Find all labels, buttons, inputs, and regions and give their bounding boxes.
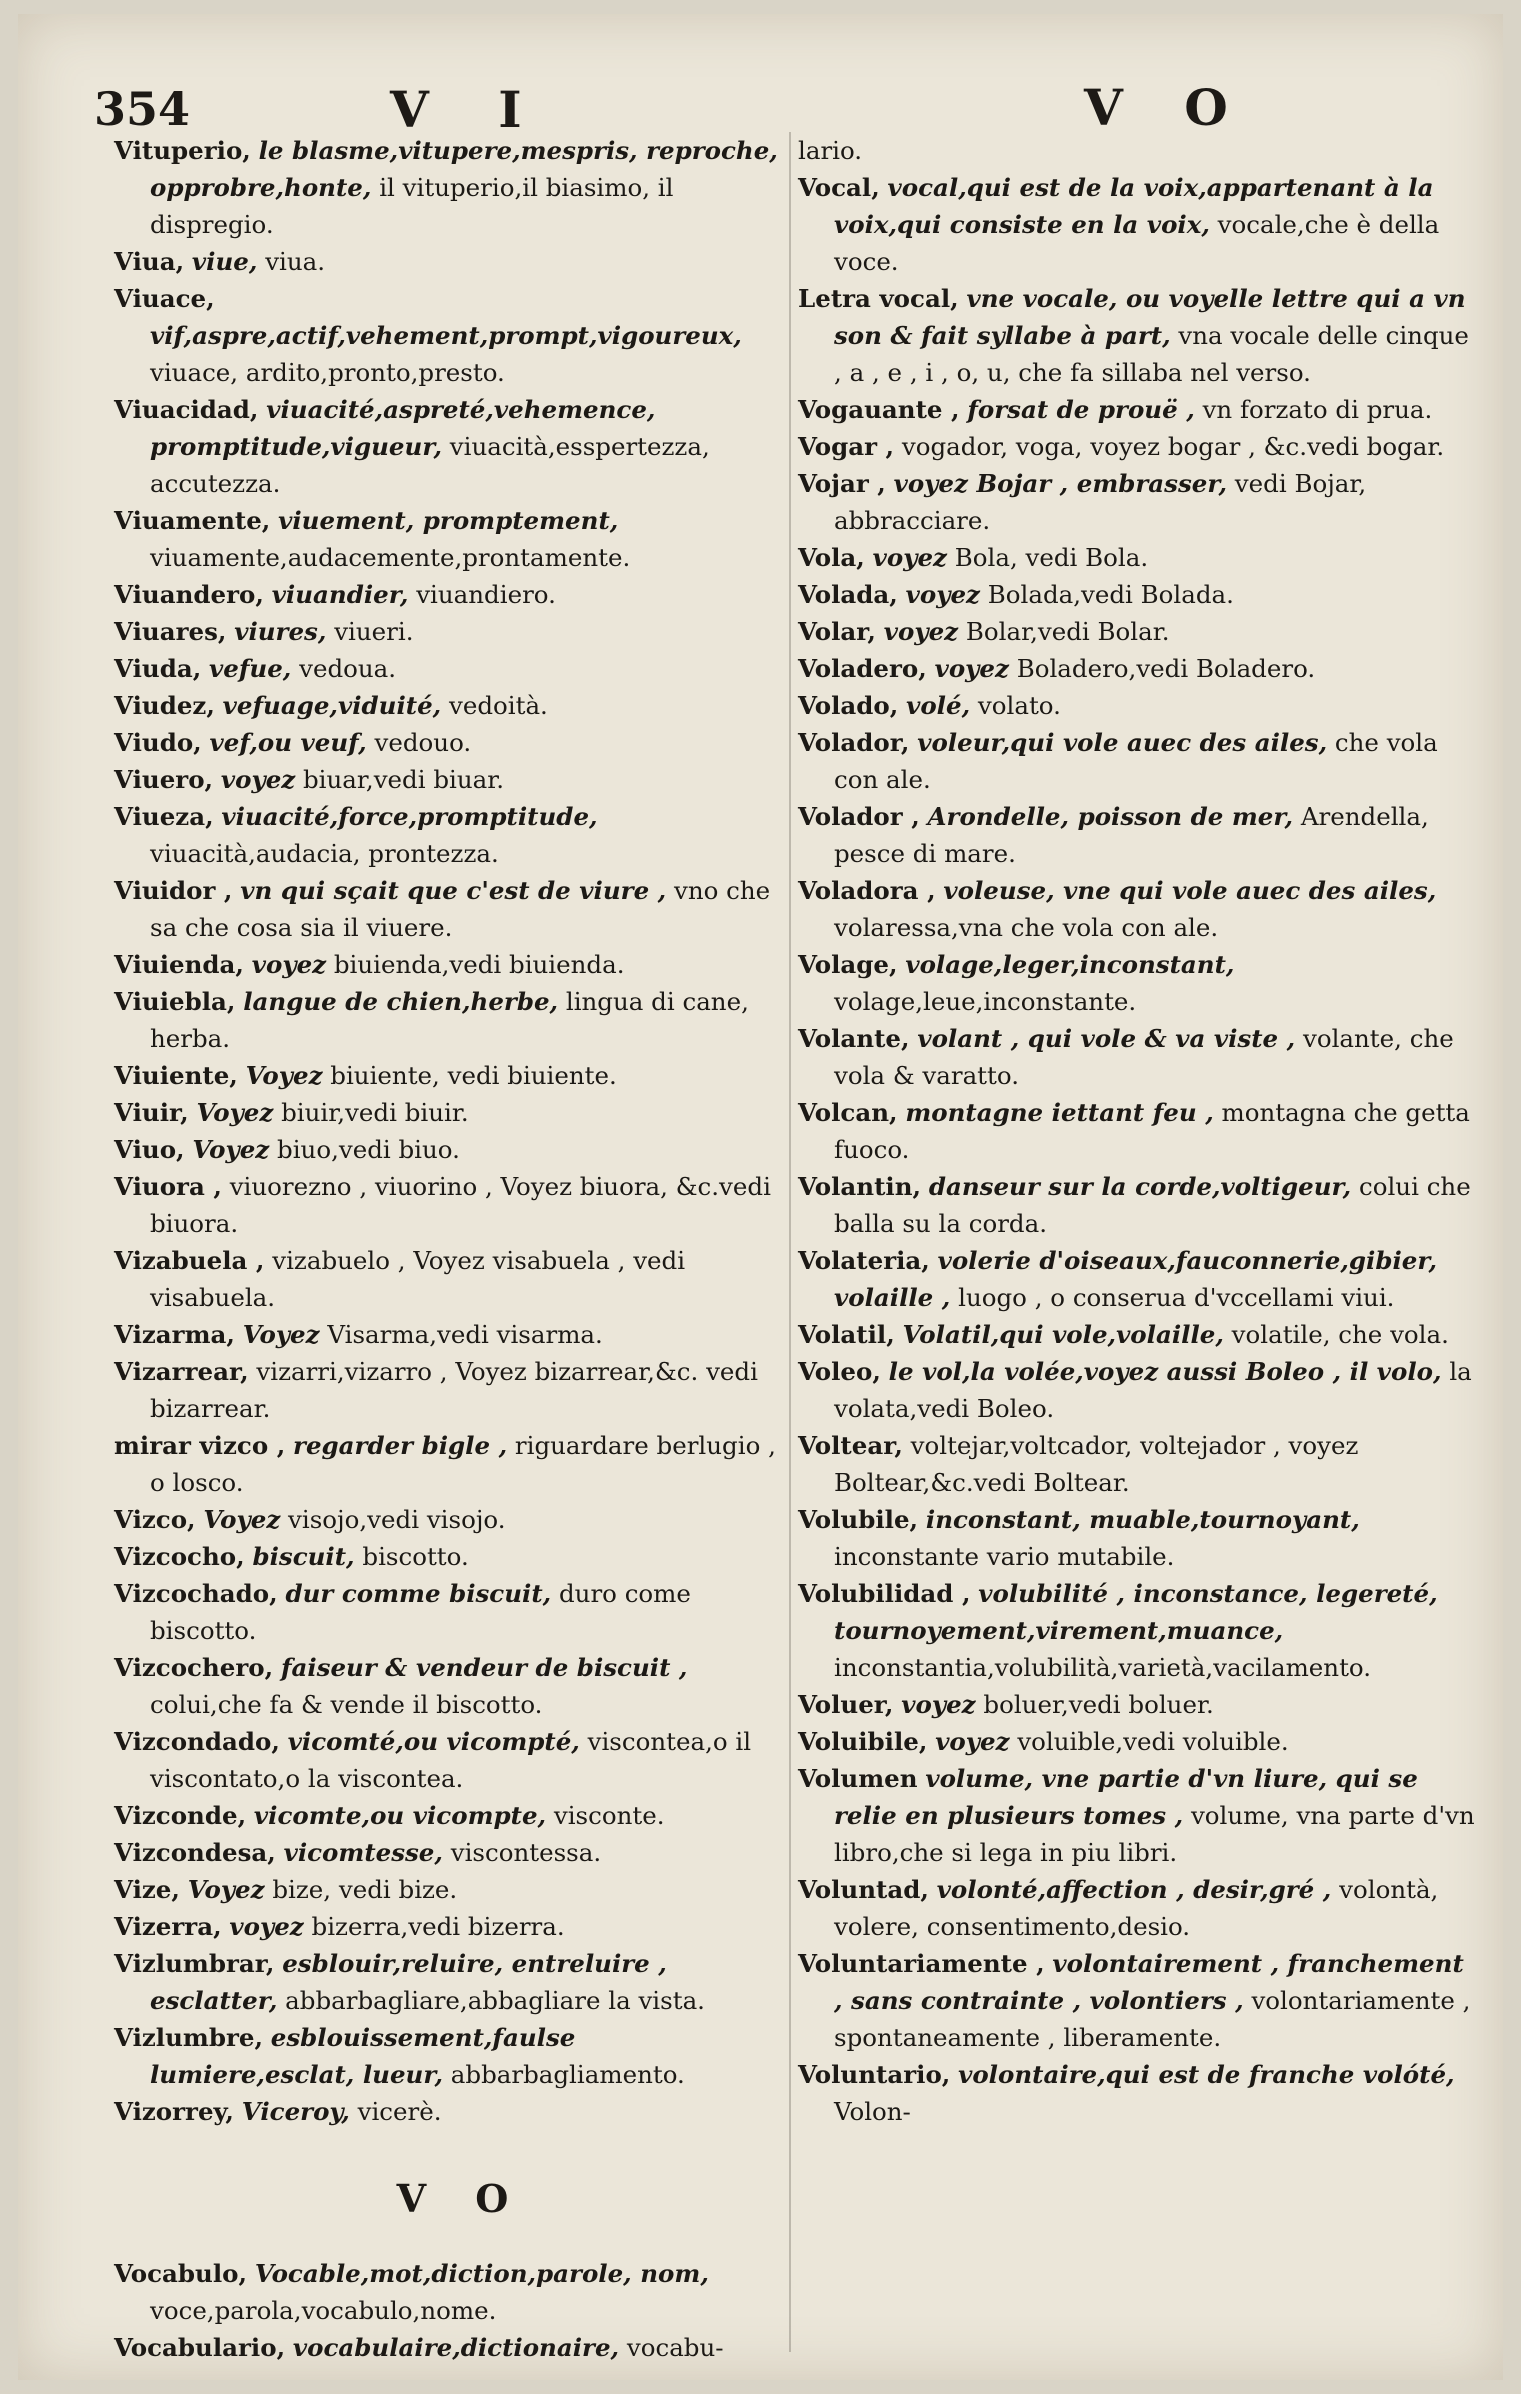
entry-headword: Vizco, <box>114 1505 196 1534</box>
dictionary-entry <box>114 613 779 650</box>
entry-italian-gloss: voltejar,voltcador, voltejador , voyez Boltear,&c.vedi Boltear. <box>834 1431 1359 1497</box>
entry-headword: Viuidor , <box>114 876 233 905</box>
dictionary-entry <box>114 1723 779 1797</box>
entry-headword: Voladero, <box>798 654 927 683</box>
entry-french-gloss: le vol,la volée,voyez aussi Boleo , il volo, <box>888 1357 1442 1386</box>
entry-french-gloss: volontaire,qui est de franche volóté, <box>958 2060 1455 2089</box>
entry-french-gloss: volage,leger,inconstant, <box>905 950 1235 979</box>
dictionary-entry <box>114 1427 779 1501</box>
entry-french-gloss: vefue, <box>209 654 292 683</box>
entry-french-gloss: voyez Bojar , embrasser, <box>893 469 1227 498</box>
entry-italian-gloss: inconstantia,volubilità,varietà,vacilamento. <box>834 1653 1372 1682</box>
dictionary-entry <box>798 1427 1476 1501</box>
entry-italian-gloss: viuamente,audacemente,prontamente. <box>150 543 631 572</box>
entry-headword: Vizcondado, <box>114 1727 280 1756</box>
entry-italian-gloss: viscontessa. <box>450 1838 602 1867</box>
entry-headword: Vizabuela , <box>114 1246 265 1275</box>
entry-headword: Vizlumbre, <box>114 2023 263 2052</box>
entry-headword: Vocabulario, <box>114 2333 286 2362</box>
entry-italian-gloss: volume, vna parte d'vn libro,che si lega in piu libri. <box>834 1801 1475 1867</box>
entry-headword: Voluntario, <box>798 2060 951 2089</box>
entry-french-gloss: voyez <box>934 654 1009 683</box>
dictionary-entry <box>798 1353 1476 1427</box>
entry-headword: Vizconde, <box>114 1801 247 1830</box>
entry-headword: Volador, <box>798 728 910 757</box>
dictionary-entry <box>798 576 1476 613</box>
entry-italian-gloss: vicerè. <box>357 2097 442 2126</box>
entry-headword: Volante, <box>798 1024 910 1053</box>
entry-french-gloss: viuement, promptement, <box>278 506 619 535</box>
dictionary-entry <box>114 946 779 983</box>
entry-french-gloss: regarder bigle , <box>293 1431 508 1460</box>
entry-french-gloss: vicomte,ou vicompte, <box>253 1801 547 1830</box>
entry-headword: Voleo, <box>798 1357 881 1386</box>
entry-french-gloss: volubilité , inconstance, legereté, tournoyement,virement,muance, <box>834 1579 1438 1645</box>
entry-headword: Viuora , <box>114 1172 222 1201</box>
entry-italian-gloss: Boladero,vedi Boladero. <box>1016 654 1316 683</box>
entry-italian-gloss: viuace, ardito,pronto,presto. <box>150 358 505 387</box>
entry-french-gloss: vn qui sçait que c'est de viure , <box>240 876 667 905</box>
entry-headword: Volado, <box>798 691 899 720</box>
entry-french-gloss: vocabulaire,dictionaire, <box>292 2333 620 2362</box>
entry-headword: Vizcochero, <box>114 1653 274 1682</box>
dictionary-entry <box>798 1871 1476 1945</box>
entry-french-gloss: Viceroy, <box>241 2097 350 2126</box>
entry-french-gloss: viures, <box>234 617 327 646</box>
entry-headword: Volcan, <box>798 1098 898 1127</box>
dictionary-entry <box>114 650 779 687</box>
entry-italian-gloss: vna vocale delle cinque , a , e , i , o, u, che fa sillaba nel verso. <box>834 321 1469 387</box>
entry-italian-gloss: vizabuelo , Voyez visabuela , vedi visabuela. <box>150 1246 686 1312</box>
dictionary-entry <box>114 1316 779 1353</box>
dictionary-entry <box>798 132 1476 169</box>
entry-headword: Vize, <box>114 1875 180 1904</box>
entry-italian-gloss: volontà, volere, consentimento,desio. <box>834 1875 1439 1941</box>
entry-headword: Viuiente, <box>114 1061 238 1090</box>
entry-headword: Viua, <box>114 247 185 276</box>
entry-french-gloss: vef,ou veuf, <box>209 728 367 757</box>
entry-french-gloss: voyez <box>872 543 947 572</box>
entry-headword: Viuo, <box>114 1135 185 1164</box>
entry-italian-gloss: viua. <box>265 247 326 276</box>
dictionary-entry <box>114 1094 779 1131</box>
entry-headword: Voluntad, <box>798 1875 929 1904</box>
entry-italian-gloss: Volon- <box>834 2097 911 2126</box>
dictionary-entry <box>798 465 1476 539</box>
entry-italian-gloss: viueri. <box>334 617 414 646</box>
entry-italian-gloss: vizarri,vizarro , Voyez bizarrear,&c. vedi bizarrear. <box>150 1357 758 1423</box>
dictionary-entry <box>798 1760 1476 1871</box>
entry-french-gloss: le blasme,vitupere,mespris, reproche, opprobre,honte, <box>150 136 778 202</box>
entry-italian-gloss: volatile, che vola. <box>1231 1320 1449 1349</box>
dictionary-entry <box>798 1020 1476 1094</box>
dictionary-entry <box>798 724 1476 798</box>
entry-headword: Vizerra, <box>114 1912 222 1941</box>
dictionary-entry <box>114 1131 779 1168</box>
dictionary-entry <box>114 1834 779 1871</box>
entry-french-gloss: danseur sur la corde,voltigeur, <box>928 1172 1352 1201</box>
dictionary-entry <box>114 1168 779 1242</box>
dictionary-entry <box>798 872 1476 946</box>
right-entries <box>798 132 1476 2130</box>
entry-italian-gloss: duro come biscotto. <box>150 1579 691 1645</box>
entry-italian-gloss: visconte. <box>553 1801 665 1830</box>
dictionary-entry <box>114 1575 779 1649</box>
entry-french-gloss: montagne iettant feu , <box>905 1098 1214 1127</box>
dictionary-entry <box>114 1797 779 1834</box>
entry-headword: Vola, <box>798 543 865 572</box>
dictionary-entry <box>798 798 1476 872</box>
entry-italian-gloss: vocale,che è della voce. <box>834 210 1440 276</box>
dictionary-entry <box>114 132 779 243</box>
dictionary-entry <box>798 1686 1476 1723</box>
entry-french-gloss: vefuage,viduité, <box>222 691 442 720</box>
entry-french-gloss: voleur,qui vole auec des ailes, <box>917 728 1328 757</box>
entry-italian-gloss: vn forzato di prua. <box>1202 395 1433 424</box>
entry-headword: Viuero, <box>114 765 214 794</box>
dictionary-entry <box>798 613 1476 650</box>
dictionary-entry <box>798 650 1476 687</box>
entry-italian-gloss: colui che balla su la corda. <box>834 1172 1471 1238</box>
entry-italian-gloss: volage,leue,inconstante. <box>834 987 1137 1016</box>
entry-french-gloss: volant , qui vole & va viste , <box>917 1024 1296 1053</box>
entry-headword: Vizarrear, <box>114 1357 249 1386</box>
entry-french-gloss: volerie d'oiseaux,fauconnerie,gibier, volaille , <box>834 1246 1438 1312</box>
dictionary-entry <box>798 1723 1476 1760</box>
page-number: 354 <box>94 82 191 136</box>
entry-italian-gloss: viuacità,esspertezza, accutezza. <box>150 432 710 498</box>
entry-french-gloss: biscuit, <box>252 1542 355 1571</box>
dictionary-entry <box>114 1057 779 1094</box>
entry-headword: Viuir, <box>114 1098 189 1127</box>
entry-french-gloss: volonté,affection , desir,gré , <box>936 1875 1332 1904</box>
entry-italian-gloss: voce,parola,vocabulo,nome. <box>150 2296 497 2325</box>
dictionary-page <box>18 14 1503 2380</box>
entry-french-gloss: voyez <box>905 580 980 609</box>
entry-headword: Viuares, <box>114 617 227 646</box>
entry-french-gloss: faiseur & vendeur de biscuit , <box>280 1653 688 1682</box>
dictionary-entry <box>114 1871 779 1908</box>
entry-french-gloss: vif,aspre,actif,vehement,prompt,vigoureux, <box>150 321 742 350</box>
entry-headword: Viudez, <box>114 691 215 720</box>
entry-french-gloss: voyez <box>251 950 327 979</box>
entry-french-gloss: volontairement , franchement , sans contrainte , volontiers , <box>834 1949 1464 2015</box>
entry-italian-gloss: biuienda,vedi biuienda. <box>333 950 625 979</box>
entry-headword: Viuandero, <box>114 580 264 609</box>
dictionary-entry <box>798 539 1476 576</box>
dictionary-entry <box>114 391 779 502</box>
dictionary-entry <box>114 2329 779 2366</box>
entry-headword: Voladora , <box>798 876 936 905</box>
section-heading: V O <box>396 2176 527 2221</box>
dictionary-entry <box>114 1538 779 1575</box>
dictionary-entry <box>114 872 779 946</box>
entry-french-gloss: voleuse, vne qui vole auec des ailes, <box>943 876 1437 905</box>
entry-italian-gloss: lario. <box>798 136 863 165</box>
entry-headword: Viuace, <box>114 284 215 313</box>
entry-french-gloss: Volatil,qui vole,volaille, <box>902 1320 1224 1349</box>
dictionary-entry <box>114 798 779 872</box>
entry-headword: Volatil, <box>798 1320 895 1349</box>
entry-headword: Volantin, <box>798 1172 922 1201</box>
dictionary-entry <box>798 1945 1476 2056</box>
entry-headword: Vituperio, <box>114 136 251 165</box>
entry-headword: Vocal, <box>798 173 880 202</box>
entry-french-gloss: esblouissement,faulse lumiere,esclat, lueur, <box>150 2023 576 2089</box>
entry-italian-gloss: vedouo. <box>374 728 472 757</box>
dictionary-entry <box>114 761 779 798</box>
entry-headword: Volumen <box>798 1764 918 1793</box>
entry-italian-gloss: vno che sa che cosa sia il viuere. <box>150 876 771 942</box>
entry-italian-gloss: biuir,vedi biuir. <box>281 1098 469 1127</box>
dictionary-entry <box>114 983 779 1057</box>
entry-french-gloss: voyez <box>935 1727 1010 1756</box>
entry-italian-gloss: la volata,vedi Boleo. <box>834 1357 1472 1423</box>
entry-headword: Vizcocho, <box>114 1542 245 1571</box>
entry-french-gloss: Voyez <box>196 1098 274 1127</box>
dictionary-entry <box>114 502 779 576</box>
dictionary-entry <box>114 280 779 391</box>
entry-headword: Volubile, <box>798 1505 919 1534</box>
entry-headword: Viueza, <box>114 802 214 831</box>
entry-italian-gloss: volontariamente , spontaneamente , liberamente. <box>834 1986 1471 2052</box>
left-column <box>114 132 779 2366</box>
entry-headword: Volada, <box>798 580 898 609</box>
entry-headword: Vojar , <box>798 469 886 498</box>
entry-italian-gloss: Visarma,vedi visarma. <box>327 1320 603 1349</box>
dictionary-entry <box>114 1649 779 1723</box>
entry-italian-gloss: luogo , o conserua d'vccellami viui. <box>958 1283 1395 1312</box>
entry-italian-gloss: bizerra,vedi bizerra. <box>311 1912 565 1941</box>
entry-french-gloss: esblouir,reluire, entreluire , esclatter, <box>150 1949 667 2015</box>
entry-italian-gloss: Bolar,vedi Bolar. <box>965 617 1170 646</box>
entry-french-gloss: Voyez <box>192 1135 270 1164</box>
entry-headword: Viuda, <box>114 654 202 683</box>
entry-italian-gloss: il vituperio,il biasimo, il dispregio. <box>150 173 674 239</box>
entry-headword: mirar vizco , <box>114 1431 286 1460</box>
entry-french-gloss: volume, vne partie d'vn liure, qui se relie en plusieurs tomes , <box>834 1764 1418 1830</box>
entry-french-gloss: voyez <box>901 1690 976 1719</box>
dictionary-entry <box>114 724 779 761</box>
entry-italian-gloss: visojo,vedi visojo. <box>288 1505 506 1534</box>
entry-french-gloss: vne vocale, ou voyelle lettre qui a vn son & fait syllabe à part, <box>834 284 1466 350</box>
entry-italian-gloss: biscotto. <box>362 1542 469 1571</box>
dictionary-entry <box>114 1908 779 1945</box>
entry-italian-gloss: vedoua. <box>299 654 397 683</box>
dictionary-entry <box>114 1945 779 2019</box>
entry-french-gloss: Arondelle, poisson de mer, <box>927 802 1294 831</box>
running-head-left: V I <box>390 80 548 139</box>
entry-headword: Vizarma, <box>114 1320 235 1349</box>
entry-italian-gloss: abbarbagliamento. <box>450 2060 685 2089</box>
entry-italian-gloss: lingua di cane, herba. <box>150 987 749 1053</box>
left-entries-after <box>114 2255 779 2366</box>
entry-italian-gloss: viscontea,o il viscontato,o la viscontea. <box>150 1727 752 1793</box>
entry-french-gloss: dur comme biscuit, <box>285 1579 552 1608</box>
entry-headword: Volador , <box>798 802 920 831</box>
dictionary-entry <box>798 1242 1476 1316</box>
entry-headword: Viuiebla, <box>114 987 236 1016</box>
entry-italian-gloss: biuiente, vedi biuiente. <box>330 1061 617 1090</box>
dictionary-entry <box>798 1501 1476 1575</box>
entry-headword: Vocabulo, <box>114 2259 248 2288</box>
dictionary-entry <box>798 1168 1476 1242</box>
entry-headword: Vizlumbrar, <box>114 1949 275 1978</box>
entry-headword: Vogar , <box>798 432 895 461</box>
entry-italian-gloss: vedi Bojar, abbracciare. <box>834 469 1367 535</box>
entry-french-gloss: forsat de prouë , <box>967 395 1195 424</box>
entry-headword: Volage, <box>798 950 898 979</box>
entry-french-gloss: viuandier, <box>271 580 409 609</box>
entry-italian-gloss: che vola con ale. <box>834 728 1438 794</box>
entry-italian-gloss: biuar,vedi biuar. <box>303 765 505 794</box>
entry-italian-gloss: biuo,vedi biuo. <box>277 1135 460 1164</box>
entry-headword: Vizorrey, <box>114 2097 234 2126</box>
entry-french-gloss: viuacité,aspreté,vehemence, promptitude,vigueur, <box>150 395 656 461</box>
dictionary-entry <box>114 576 779 613</box>
dictionary-entry <box>798 280 1476 391</box>
column-divider <box>789 132 791 2352</box>
dictionary-entry <box>114 2255 779 2329</box>
entry-headword: Volar, <box>798 617 876 646</box>
right-column <box>798 132 1476 2130</box>
dictionary-entry <box>114 243 779 280</box>
dictionary-entry <box>798 428 1476 465</box>
entry-italian-gloss: viuacità,audacia, prontezza. <box>150 839 499 868</box>
entry-headword: Voluibile, <box>798 1727 928 1756</box>
entry-italian-gloss: volato. <box>977 691 1061 720</box>
entry-french-gloss: viuacité,force,promptitude, <box>221 802 598 831</box>
entry-italian-gloss: boluer,vedi boluer. <box>983 1690 1214 1719</box>
entry-italian-gloss: Bola, vedi Bola. <box>954 543 1149 572</box>
dictionary-entry <box>114 1353 779 1427</box>
dictionary-entry <box>798 946 1476 1020</box>
entry-french-gloss: vocal,qui est de la voix,appartenant à la voix,qui consiste en la voix, <box>834 173 1434 239</box>
left-entries <box>114 132 779 2130</box>
entry-italian-gloss: colui,che fa & vende il biscotto. <box>150 1690 543 1719</box>
entry-french-gloss: Voyez <box>242 1320 320 1349</box>
entry-headword: Vogauante , <box>798 395 960 424</box>
dictionary-entry <box>798 391 1476 428</box>
entry-italian-gloss: vogador, voga, voyez bogar , &c.vedi bogar. <box>901 432 1445 461</box>
entry-french-gloss: viue, <box>191 247 258 276</box>
entry-headword: Voltear, <box>798 1431 903 1460</box>
entry-headword: Viudo, <box>114 728 202 757</box>
entry-headword: Viuamente, <box>114 506 271 535</box>
entry-headword: Volubilidad , <box>798 1579 971 1608</box>
entry-french-gloss: voyez <box>883 617 959 646</box>
entry-french-gloss: langue de chien,herbe, <box>243 987 559 1016</box>
entry-headword: Voluntariamente , <box>798 1949 1045 1978</box>
dictionary-entry <box>798 1575 1476 1686</box>
entry-italian-gloss: viuorezno , viuorino , Voyez biuora, &c.vedi biuora. <box>150 1172 771 1238</box>
entry-headword: Voluer, <box>798 1690 894 1719</box>
entry-italian-gloss: inconstante vario mutabile. <box>834 1542 1175 1571</box>
dictionary-entry <box>798 687 1476 724</box>
entry-headword: Vizcochado, <box>114 1579 278 1608</box>
entry-headword: Volateria, <box>798 1246 930 1275</box>
entry-italian-gloss: montagna che getta fuoco. <box>834 1098 1470 1164</box>
entry-french-gloss: Vocable,mot,diction,parole, nom, <box>254 2259 709 2288</box>
dictionary-entry <box>114 2019 779 2093</box>
dictionary-entry <box>114 687 779 724</box>
entry-french-gloss: vicomté,ou vicompté, <box>287 1727 580 1756</box>
entry-italian-gloss: vedoità. <box>448 691 548 720</box>
entry-italian-gloss: bize, vedi bize. <box>272 1875 458 1904</box>
entry-italian-gloss: viuandiero. <box>416 580 556 609</box>
dictionary-entry <box>114 1242 779 1316</box>
entry-french-gloss: inconstant, muable,tournoyant, <box>925 1505 1360 1534</box>
entry-headword: Letra vocal, <box>798 284 959 313</box>
running-head-right: V O <box>1084 78 1250 137</box>
entry-french-gloss: vicomtesse, <box>283 1838 443 1867</box>
entry-french-gloss: Voyez <box>245 1061 323 1090</box>
entry-french-gloss: voyez <box>229 1912 304 1941</box>
dictionary-entry <box>798 2056 1476 2130</box>
entry-headword: Viuienda, <box>114 950 244 979</box>
entry-italian-gloss: volaressa,vna che vola con ale. <box>834 913 1219 942</box>
entry-italian-gloss: vocabu- <box>626 2333 724 2362</box>
dictionary-entry <box>798 1316 1476 1353</box>
entry-italian-gloss: riguardare berlugio , o losco. <box>150 1431 776 1497</box>
entry-headword: Vizcondesa, <box>114 1838 276 1867</box>
entry-italian-gloss: Arendella, pesce di mare. <box>834 802 1429 868</box>
entry-headword: Viuacidad, <box>114 395 259 424</box>
entry-italian-gloss: voluible,vedi voluible. <box>1017 1727 1289 1756</box>
entry-french-gloss: Voyez <box>187 1875 265 1904</box>
entry-french-gloss: Voyez <box>203 1505 281 1534</box>
entry-french-gloss: voyez <box>220 765 296 794</box>
dictionary-entry <box>114 2093 779 2130</box>
entry-french-gloss: volé, <box>906 691 971 720</box>
dictionary-entry <box>798 169 1476 280</box>
entry-italian-gloss: abbarbagliare,abbagliare la vista. <box>285 1986 705 2015</box>
entry-italian-gloss: volante, che vola & varatto. <box>834 1024 1454 1090</box>
entry-italian-gloss: Bolada,vedi Bolada. <box>987 580 1234 609</box>
dictionary-entry <box>798 1094 1476 1168</box>
dictionary-entry <box>114 1501 779 1538</box>
